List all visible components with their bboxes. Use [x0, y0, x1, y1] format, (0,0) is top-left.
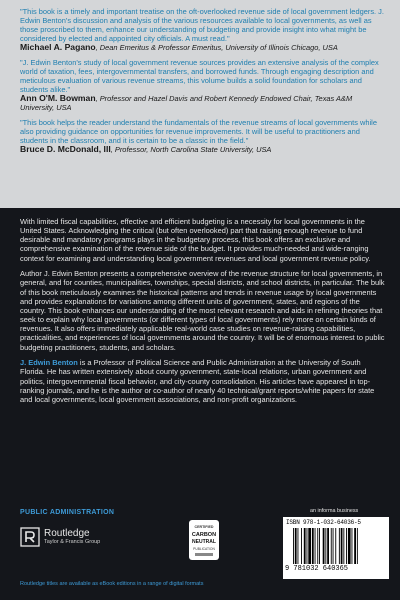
carbon-label-certified: CERTIFIED: [194, 525, 214, 529]
blurb-quote: "J. Edwin Benton's study of local government revenue sources provides an extensive analysis of the complex world of taxation, fees, intergovernmental transfers, and borrowed funds. Through engaging description and meticulous evaluation of various revenue streams, this volume builds a solid foundation for scholars and students alike.": [20, 58, 379, 94]
book-description: [20, 217, 385, 410]
carbon-neutral-badge: [189, 520, 219, 560]
blurb-quote: "This book helps the reader understand the fundamentals of the revenue streams of local governments while also providing guidance on opportunities for revenue improvements. It will be useful to practitioners and students in the classroom, and it is certain to be a classic in the field.": [20, 118, 377, 145]
ebook-note: Routledge titles are available as eBook editions in a range of digital formats: [20, 581, 204, 587]
blurb-mcdonald: [20, 118, 384, 154]
blurb-quote: "This book is a timely and important treatise on the oft-overlooked revenue side of local government ledgers. J. Edwin Benton's discussion and analysis of the various resources available to local governments, as well as those proscribed to them, enhance our understanding of budgeting and provide insight into what might be considered by elected and appointed city officials. A must read.": [20, 7, 384, 43]
description-paragraph-1: With limited fiscal capabilities, effective and efficient budgeting is a necessity for local governments in the United States. Acknowledging the critical (but often overlooked) part that raising enough revenue to fund desirable and mandatory programs plays in the budgetary process, this book offers an exclusive and comprehensive examination of the revenue side of the budget. It provides much-needed and wide-ranging context for examining and understanding local government revenues and local government revenue policy.: [20, 217, 371, 263]
blurb-attribution: [20, 43, 384, 52]
barcode-bars: [293, 528, 383, 564]
blurb-author-name: Ann O'M. Bowman: [20, 93, 96, 103]
author-bio-text: is a Professor of Political Science and Public Administration at the University of South Florida. He has written extensively about county government, state-local relations, urban government and politics, intergovernmental fiscal behavior, and city-county consolidation. His articles have appeared in top-ranking journals, and he is the author or co-author of nearly 40 technical/grant reports/white papers for state and local governments, local government associations, and non-profit organizations.: [20, 358, 375, 404]
blurb-author-title: , Professor and Hazel Davis and Robert Kennedy Endowed Chair, Texas A&M University, USA: [20, 94, 353, 112]
praise-panel: [0, 0, 400, 208]
routledge-logo: [20, 527, 100, 547]
carbon-label-carbon: CARBON: [191, 532, 217, 538]
routledge-logo-icon: [20, 527, 40, 547]
publisher-name: Routledge: [44, 528, 90, 539]
blurb-pagano: [20, 7, 384, 52]
blurb-author-name: Michael A. Pagano: [20, 42, 96, 52]
author-bio: [20, 358, 385, 404]
carbon-label-neutral: NEUTRAL: [192, 539, 216, 545]
blurb-attribution: [20, 145, 384, 154]
isbn-number: ISBN 978-1-032-64036-5: [286, 519, 361, 526]
blurb-attribution: [20, 94, 384, 112]
ean-number: 9 781032 640365: [285, 565, 349, 573]
carbon-neutral-icon: [189, 520, 219, 560]
publisher-group: Taylor & Francis Group: [44, 539, 101, 545]
blurb-bowman: [20, 58, 384, 112]
blurb-author-title: , Dean Emeritus & Professor Emeritus, University of Illinois Chicago, USA: [95, 43, 338, 52]
description-paragraph-2: Author J. Edwin Benton presents a comprehensive overview of the revenue structure for local governments, in general, and for counties, municipalities, townships, special districts, and school districts, in particular. The bulk of this book meticulously examines the historical patterns and trends in revenue usage by local governments and provides explanations for variations among different units of government, states, and regions of the country. This book enhances our understanding of the most relevant research and aids in refining theories that seek to explain why local governments (or different types of local governments) rely more on certain kinds of revenues. It also offers immediately applicable real-world case studies on revenue-raising capabilities, practicalities, and experiences of local governments around the country. It will be of enormous interest to public budgeting practitioners, students, and scholars.: [20, 269, 385, 352]
subject-category: PUBLIC ADMINISTRATION: [20, 509, 115, 516]
blurb-author-title: , Professor, North Carolina State University, USA: [110, 145, 272, 154]
blurb-author-name: Bruce D. McDonald, III: [20, 144, 111, 154]
carbon-label-publication: PUBLICATION: [193, 547, 215, 551]
isbn-barcode: [283, 517, 389, 579]
informa-tagline: an informa business: [310, 508, 359, 514]
author-name: J. Edwin Benton: [20, 358, 78, 368]
